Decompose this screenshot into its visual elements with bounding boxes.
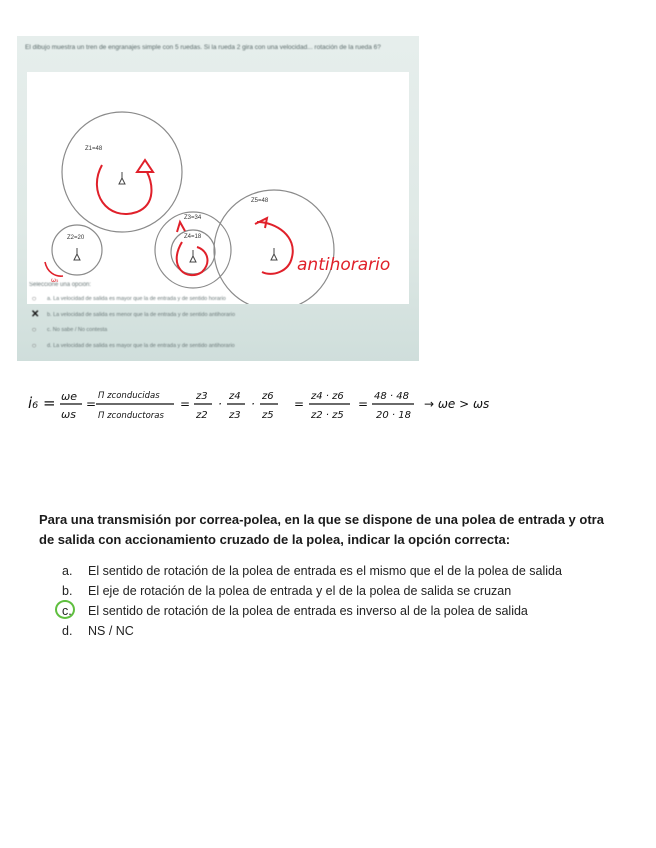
- dot-operator: ·: [251, 397, 255, 411]
- formula-f3-den: z5: [262, 410, 274, 421]
- option-d-text: d. La velocidad de salida es mayor que la de entrada y de sentido antihorario: [47, 342, 235, 349]
- answer-d-letter: d.: [62, 624, 73, 638]
- answer-a[interactable]: [62, 561, 562, 581]
- cross-mark-icon[interactable]: ✕: [31, 309, 40, 320]
- gear-train-diagram: [27, 72, 409, 304]
- answer-a-text: El sentido de rotación de la polea de entrada es el mismo que el de la polea de salida: [88, 564, 562, 578]
- option-a-text: a. La velocidad de salida es mayor que la de entrada y de sentido horario: [47, 295, 226, 302]
- formula-f4-den: z2 · z5: [311, 410, 344, 421]
- option-b[interactable]: [31, 309, 235, 320]
- answer-c-text: El sentido de rotación de la polea de entrada es inverso al de la polea de salida: [88, 604, 528, 618]
- label-z2: Z2=20: [67, 235, 85, 241]
- formula-f5-den: 20 · 18: [376, 410, 411, 421]
- formula-eq3: =: [294, 397, 305, 411]
- formula-f2-num: z4: [229, 391, 241, 402]
- formula-result: → ωe > ωs: [424, 397, 490, 411]
- label-z5: Z5=48: [251, 198, 269, 204]
- radio-icon[interactable]: ○: [31, 325, 37, 334]
- answer-c[interactable]: [62, 601, 562, 621]
- answer-b-letter: b.: [62, 584, 73, 598]
- question2-line1: Para una transmisión por correa-polea, en la que se dispone de una polea de entrada y otra: [39, 512, 604, 527]
- option-a[interactable]: [31, 294, 226, 303]
- photo-question-text: El dibujo muestra un tren de engranajes simple con 5 ruedas. Si la rueda 2 gira con una velocidad... rotación de la rueda 6?: [25, 44, 381, 51]
- option-b-text: b. La velocidad de salida es menor que la de entrada y de sentido antihorario: [47, 311, 236, 318]
- formula-f5-num: 48 · 48: [374, 391, 409, 402]
- dot-operator: ·: [218, 397, 222, 411]
- handwritten-antihorario: antihorario: [297, 255, 391, 275]
- answer-d[interactable]: [62, 621, 562, 641]
- formula-f2-den: z3: [229, 410, 241, 421]
- question2-line2: de salida con accionamiento cruzado de la polea, indicar la opción correcta:: [39, 532, 511, 547]
- formula-frac-den: Π zconductoras: [98, 411, 164, 421]
- label-z1: Z1=48: [85, 146, 103, 152]
- formula-eq1: =: [86, 397, 97, 411]
- answer-c-letter-wrap: [62, 601, 88, 621]
- formula-f1-num: z3: [196, 391, 208, 402]
- formula-ratio-den: ωs: [61, 408, 76, 421]
- green-circle-mark-icon: [55, 600, 75, 619]
- answer-a-letter: a.: [62, 564, 73, 578]
- handwritten-formula: [28, 378, 588, 438]
- label-z3: Z3=34: [184, 215, 202, 221]
- option-d[interactable]: [31, 341, 235, 350]
- formula-f3-num: z6: [262, 391, 274, 402]
- formula-ratio-num: ωe: [61, 390, 77, 403]
- answer-b[interactable]: [62, 581, 562, 601]
- answer-list: [62, 561, 562, 641]
- label-z4: Z4=18: [184, 234, 202, 240]
- formula-f1-den: z2: [196, 410, 208, 421]
- options-title: Seleccione una opción:: [29, 282, 92, 288]
- radio-icon[interactable]: ○: [31, 341, 37, 350]
- radio-icon[interactable]: ○: [31, 294, 37, 303]
- formula-frac-num: Π zconducidas: [98, 391, 160, 401]
- formula-lhs: i₆ =: [28, 394, 56, 412]
- answer-c-letter: c.: [62, 604, 72, 618]
- answer-b-text: El eje de rotación de la polea de entrada y el de la polea de salida se cruzan: [88, 584, 512, 598]
- exam-photo: [17, 36, 419, 361]
- question2: [39, 510, 629, 550]
- photo-screen: [17, 36, 419, 361]
- handwritten-omega: ω₅: [51, 277, 59, 284]
- formula-eq2: =: [180, 397, 191, 411]
- option-c[interactable]: [31, 325, 107, 334]
- answer-d-text: NS / NC: [88, 624, 134, 638]
- formula-f4-num: z4 · z6: [311, 391, 344, 402]
- formula-eq4: =: [358, 397, 369, 411]
- option-c-text: c. No sabe / No contesta: [47, 326, 108, 333]
